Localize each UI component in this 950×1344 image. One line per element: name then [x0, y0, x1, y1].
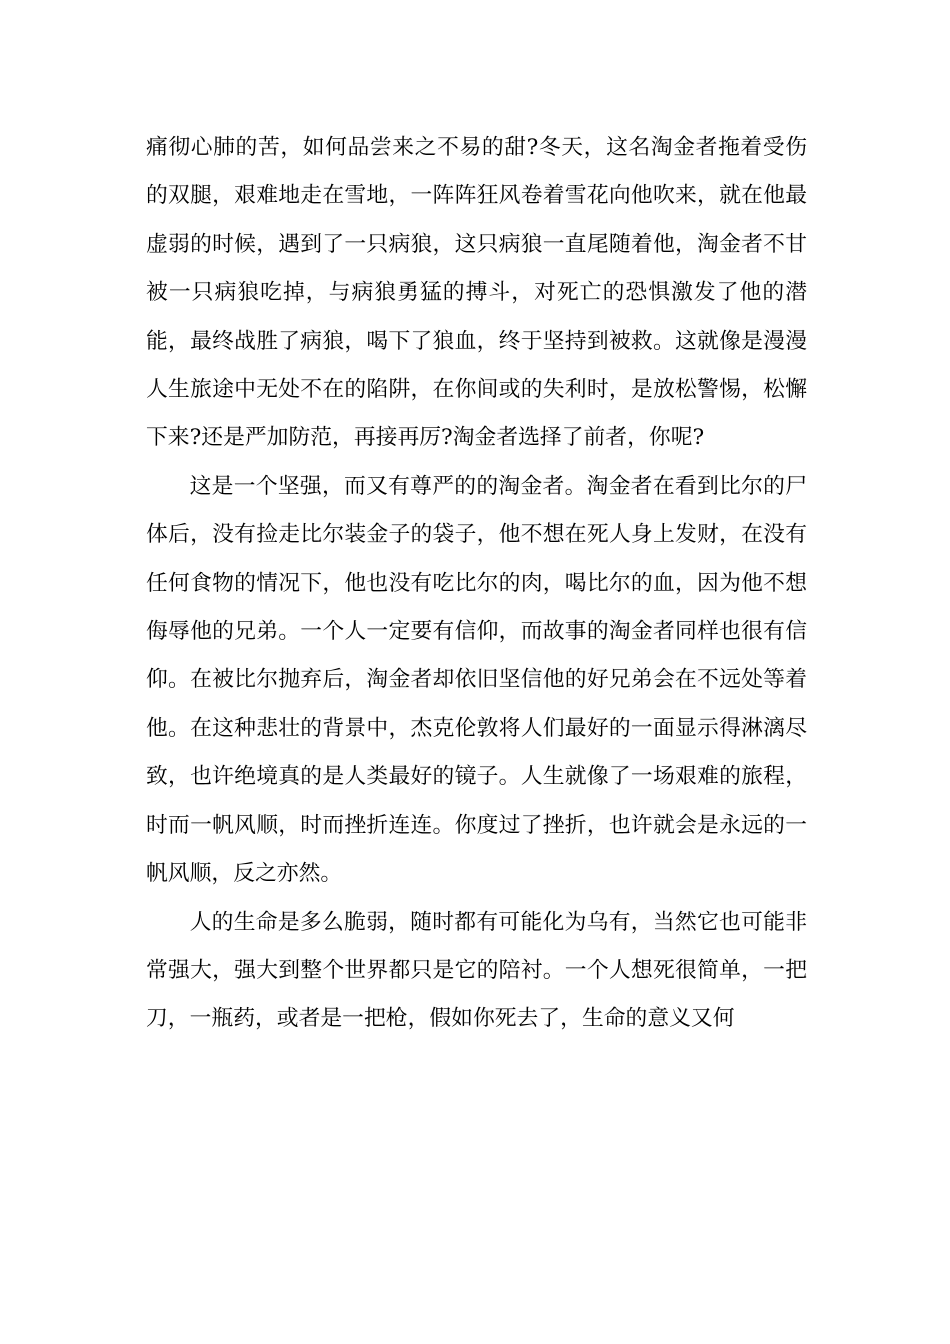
document-page — [146, 124, 807, 1044]
paragraph-2: 这是一个坚强，而又有尊严的的淘金者。淘金者在看到比尔的尸体后，没有捡走比尔装金子的袋子，他不想在死人身上发财，在没有任何食物的情况下，他也没有吃比尔的肉，喝比尔的血，因为他不想侮辱他的兄弟。一个人一定要有信仰，而故事的淘金者同样也很有信仰。在被比尔抛弃后，淘金者却依旧坚信他的好兄弟会在不远处等着他。在这种悲壮的背景中，杰克伦敦将人们最好的一面显示得淋漓尽致，也许绝境真的是人类最好的镜子。人生就像了一场艰难的旅程，时而一帆风顺，时而挫折连连。你度过了挫折，也许就会是永远的一帆风顺，反之亦然。 — [146, 473, 807, 887]
paragraph-1: 痛彻心肺的苦，如何品尝来之不易的甜?冬天，这名淘金者拖着受伤的双腿，艰难地走在雪地，一阵阵狂风卷着雪花向他吹来，就在他最虚弱的时候，遇到了一只病狼，这只病狼一直尾随着他，淘金者不甘被一只病狼吃掉，与病狼勇猛的搏斗，对死亡的恐惧激发了他的潜能，最终战胜了病狼，喝下了狼血，终于坚持到被救。这就像是漫漫人生旅途中无处不在的陷阱，在你间或的失利时，是放松警惕，松懈下来?还是严加防范，再接再厉?淘金者选择了前者，你呢? — [146, 135, 807, 451]
paragraph-3: 人的生命是多么脆弱，随时都有可能化为乌有，当然它也可能非常强大，强大到整个世界都只是它的陪衬。一个人想死很简单，一把刀，一瓶药，或者是一把枪，假如你死去了，生命的意义又何 — [146, 909, 807, 1032]
